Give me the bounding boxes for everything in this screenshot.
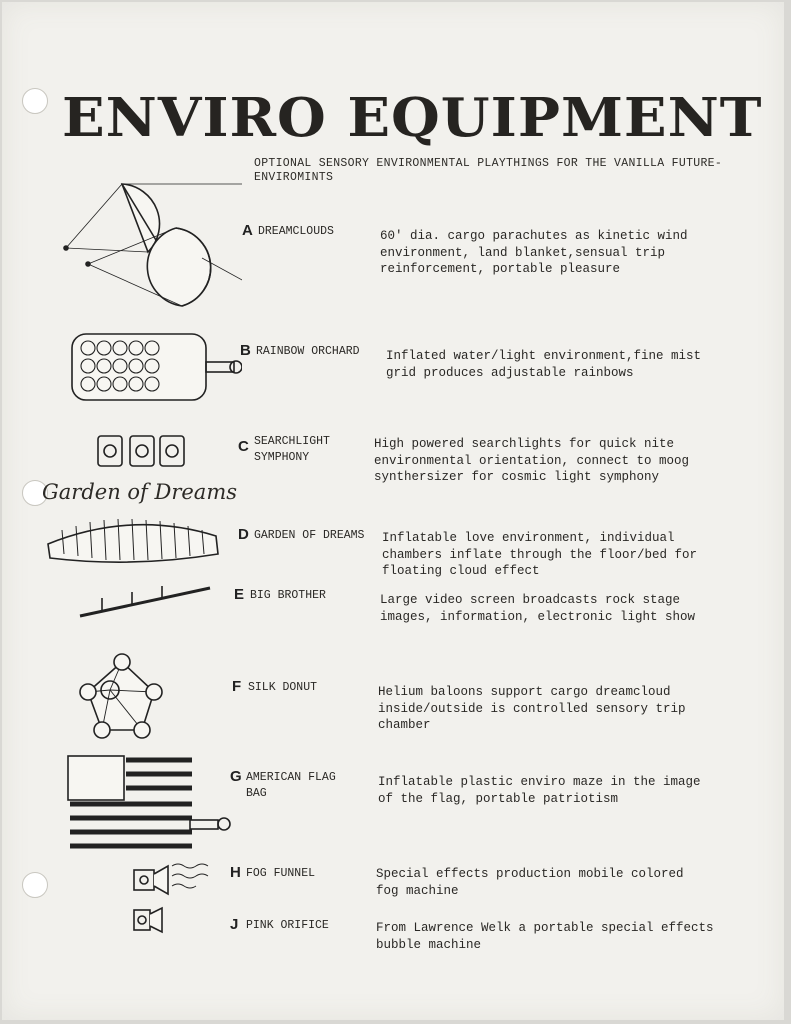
garden-of-dreams-label: Garden of Dreams xyxy=(42,480,238,504)
page-subtitle: OPTIONAL SENSORY ENVIRONMENTAL PLAYTHINGS FOR THE VANILLA FUTURE- ENVIROMINTS xyxy=(254,157,723,184)
document-page xyxy=(2,2,784,1020)
item-name-dreamclouds: DREAMCLOUDS xyxy=(258,225,334,238)
item-code-g: G xyxy=(230,768,242,785)
item-name-garden-of-dreams: GARDEN OF DREAMS xyxy=(254,529,365,542)
searchlight-symphony-drawing xyxy=(98,436,184,466)
item-desc-fog-funnel: Special effects production mobile colored fog machine xyxy=(376,867,684,898)
item-desc-pink-orifice: From Lawrence Welk a portable special effects bubble machine xyxy=(376,921,714,952)
item-desc-dreamclouds: 60' dia. cargo parachutes as kinetic wind environment, land blanket,sensual trip reinforcement, portable pleasure xyxy=(380,229,688,276)
item-code-f: F xyxy=(232,678,242,695)
big-brother-drawing xyxy=(80,586,210,616)
item-code-e: E xyxy=(234,586,245,603)
rainbow-orchard-drawing xyxy=(72,334,242,400)
item-desc-big-brother: Large video screen broadcasts rock stage images, information, electronic light show xyxy=(380,593,696,624)
item-desc-silk-donut: Helium baloons support cargo dreamcloud inside/outside is controlled sensory trip chamber xyxy=(378,685,686,732)
item-name-pink-orifice: PINK ORIFICE xyxy=(246,919,329,932)
item-code-j: J xyxy=(230,916,239,933)
item-code-h: H xyxy=(230,864,241,881)
page-title: ENVIRO EQUIPMENT xyxy=(62,86,763,150)
item-name-fog-funnel: FOG FUNNEL xyxy=(246,867,316,880)
item-name-american-flag-bag: AMERICAN FLAG BAG xyxy=(246,771,336,800)
item-name-rainbow-orchard: RAINBOW ORCHARD xyxy=(256,345,360,358)
item-name-silk-donut: SILK DONUT xyxy=(248,681,318,694)
item-desc-searchlight-symphony: High powered searchlights for quick nite environmental orientation, connect to moog synthersizer for cosmic light symphony xyxy=(374,437,690,484)
item-name-searchlight-symphony: SEARCHLIGHT SYMPHONY xyxy=(254,435,330,464)
dreamclouds-drawing xyxy=(64,182,242,306)
silk-donut-drawing xyxy=(80,654,162,738)
pink-orifice-drawing xyxy=(134,908,162,932)
item-name-big-brother: BIG BROTHER xyxy=(250,589,326,602)
item-desc-american-flag-bag: Inflatable plastic enviro maze in the image of the flag, portable patriotism xyxy=(378,775,701,806)
garden-of-dreams-drawing xyxy=(48,519,218,562)
item-code-d: D xyxy=(238,526,249,543)
fog-funnel-drawing xyxy=(134,864,208,894)
american-flag-bag-drawing xyxy=(68,756,230,846)
item-code-c: C xyxy=(238,438,249,455)
item-desc-rainbow-orchard: Inflated water/light environment,fine mist grid produces adjustable rainbows xyxy=(386,349,702,380)
item-code-b: B xyxy=(240,342,251,359)
item-code-a: A xyxy=(242,222,253,239)
item-desc-garden-of-dreams: Inflatable love environment, individual chambers inflate through the floor/bed for floating cloud effect xyxy=(382,531,698,578)
